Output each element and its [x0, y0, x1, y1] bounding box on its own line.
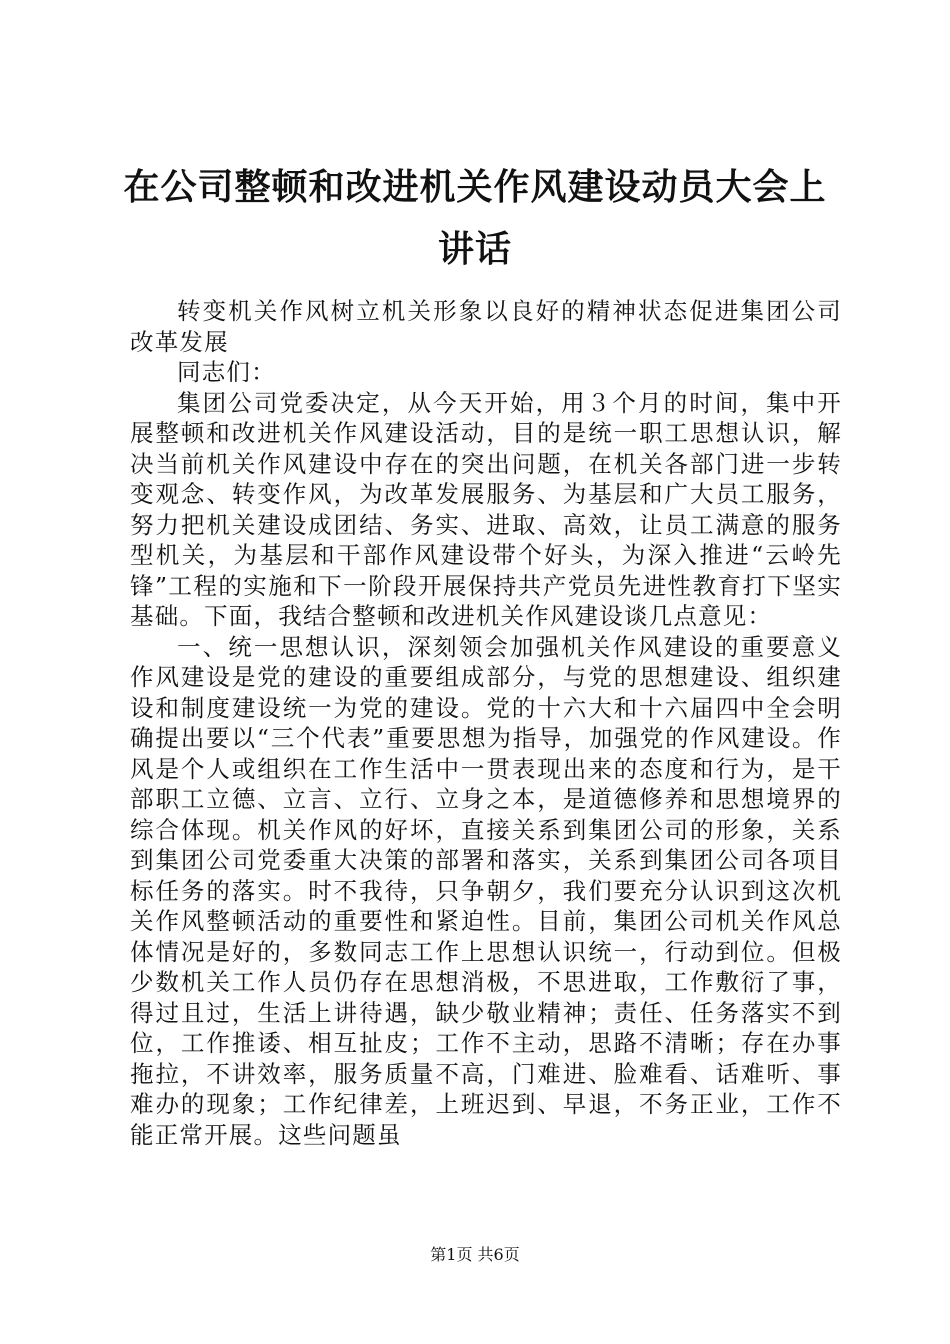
page-footer: 第1页 共6页	[430, 1245, 520, 1264]
subtitle-paragraph: 转变机关作风树立机关形象以良好的精神状态促进集团公司改革发展	[130, 297, 842, 356]
salutation-paragraph: 同志们：	[177, 358, 276, 386]
body-paragraph: 一、统一思想认识，深刻领会加强机关作风建设的重要意义作风建设是党的建设的重要组成部分，与党的思想建设、组织建设和制度建设统一为党的建设。党的十六大和十六届四中全会明确提出要以“三个代表”重要思想为指导，加强党的作风建设。作风是个人或组织在工作生活中一贯表现出来的态度和行为，是干部职工立德、立言、立行、立身之本，是道德修养和思想境界的综合体现。机关作风的好坏，直接关系到集团公司的形象，关系到集团公司党委重大决策的部署和落实，关系到集团公司各项目标任务的落实。时不我待，只争朝夕，我们要充分认识到这次机关作风整顿活动的重要性和紧迫性。目前，集团公司机关作风总体情况是好的，多数同志工作上思想认识统一，行动到位。但极少数机关工作人员仍存在思想消极，不思进取，工作敷衍了事，得过且过，生活上讲待遇，缺少敬业精神；责任、任务落实不到位，工作推诿、相互扯皮；工作不主动，思路不清晰；存在办事拖拉，不讲效率，服务质量不高，门难进、脸难看、话难听、事难办的现象；工作纪律差，上班迟到、早退，不务正业，工作不能正常开展。这些问题虽	[130, 632, 842, 1149]
document-title: 在公司整顿和改进机关作风建设动员大会上讲话	[123, 166, 827, 270]
document-body	[130, 296, 842, 1150]
body-paragraph: 集团公司党委决定，从今天开始，用３个月的时间，集中开展整顿和改进机关作风建设活动，目的是统一职工思想认识，解决当前机关作风建设中存在的突出问题，在机关各部门进一步转变观念、转变作风，为改革发展服务、为基层和广大员工服务，努力把机关建设成团结、务实、进取、高效，让员工满意的服务型机关，为基层和干部作风建设带个好头，为深入推进“云岭先锋”工程的实施和下一阶段开展保持共产党员先进性教育打下坚实基础。下面，我结合整顿和改进机关作风建设谈几点意见：	[130, 388, 842, 630]
